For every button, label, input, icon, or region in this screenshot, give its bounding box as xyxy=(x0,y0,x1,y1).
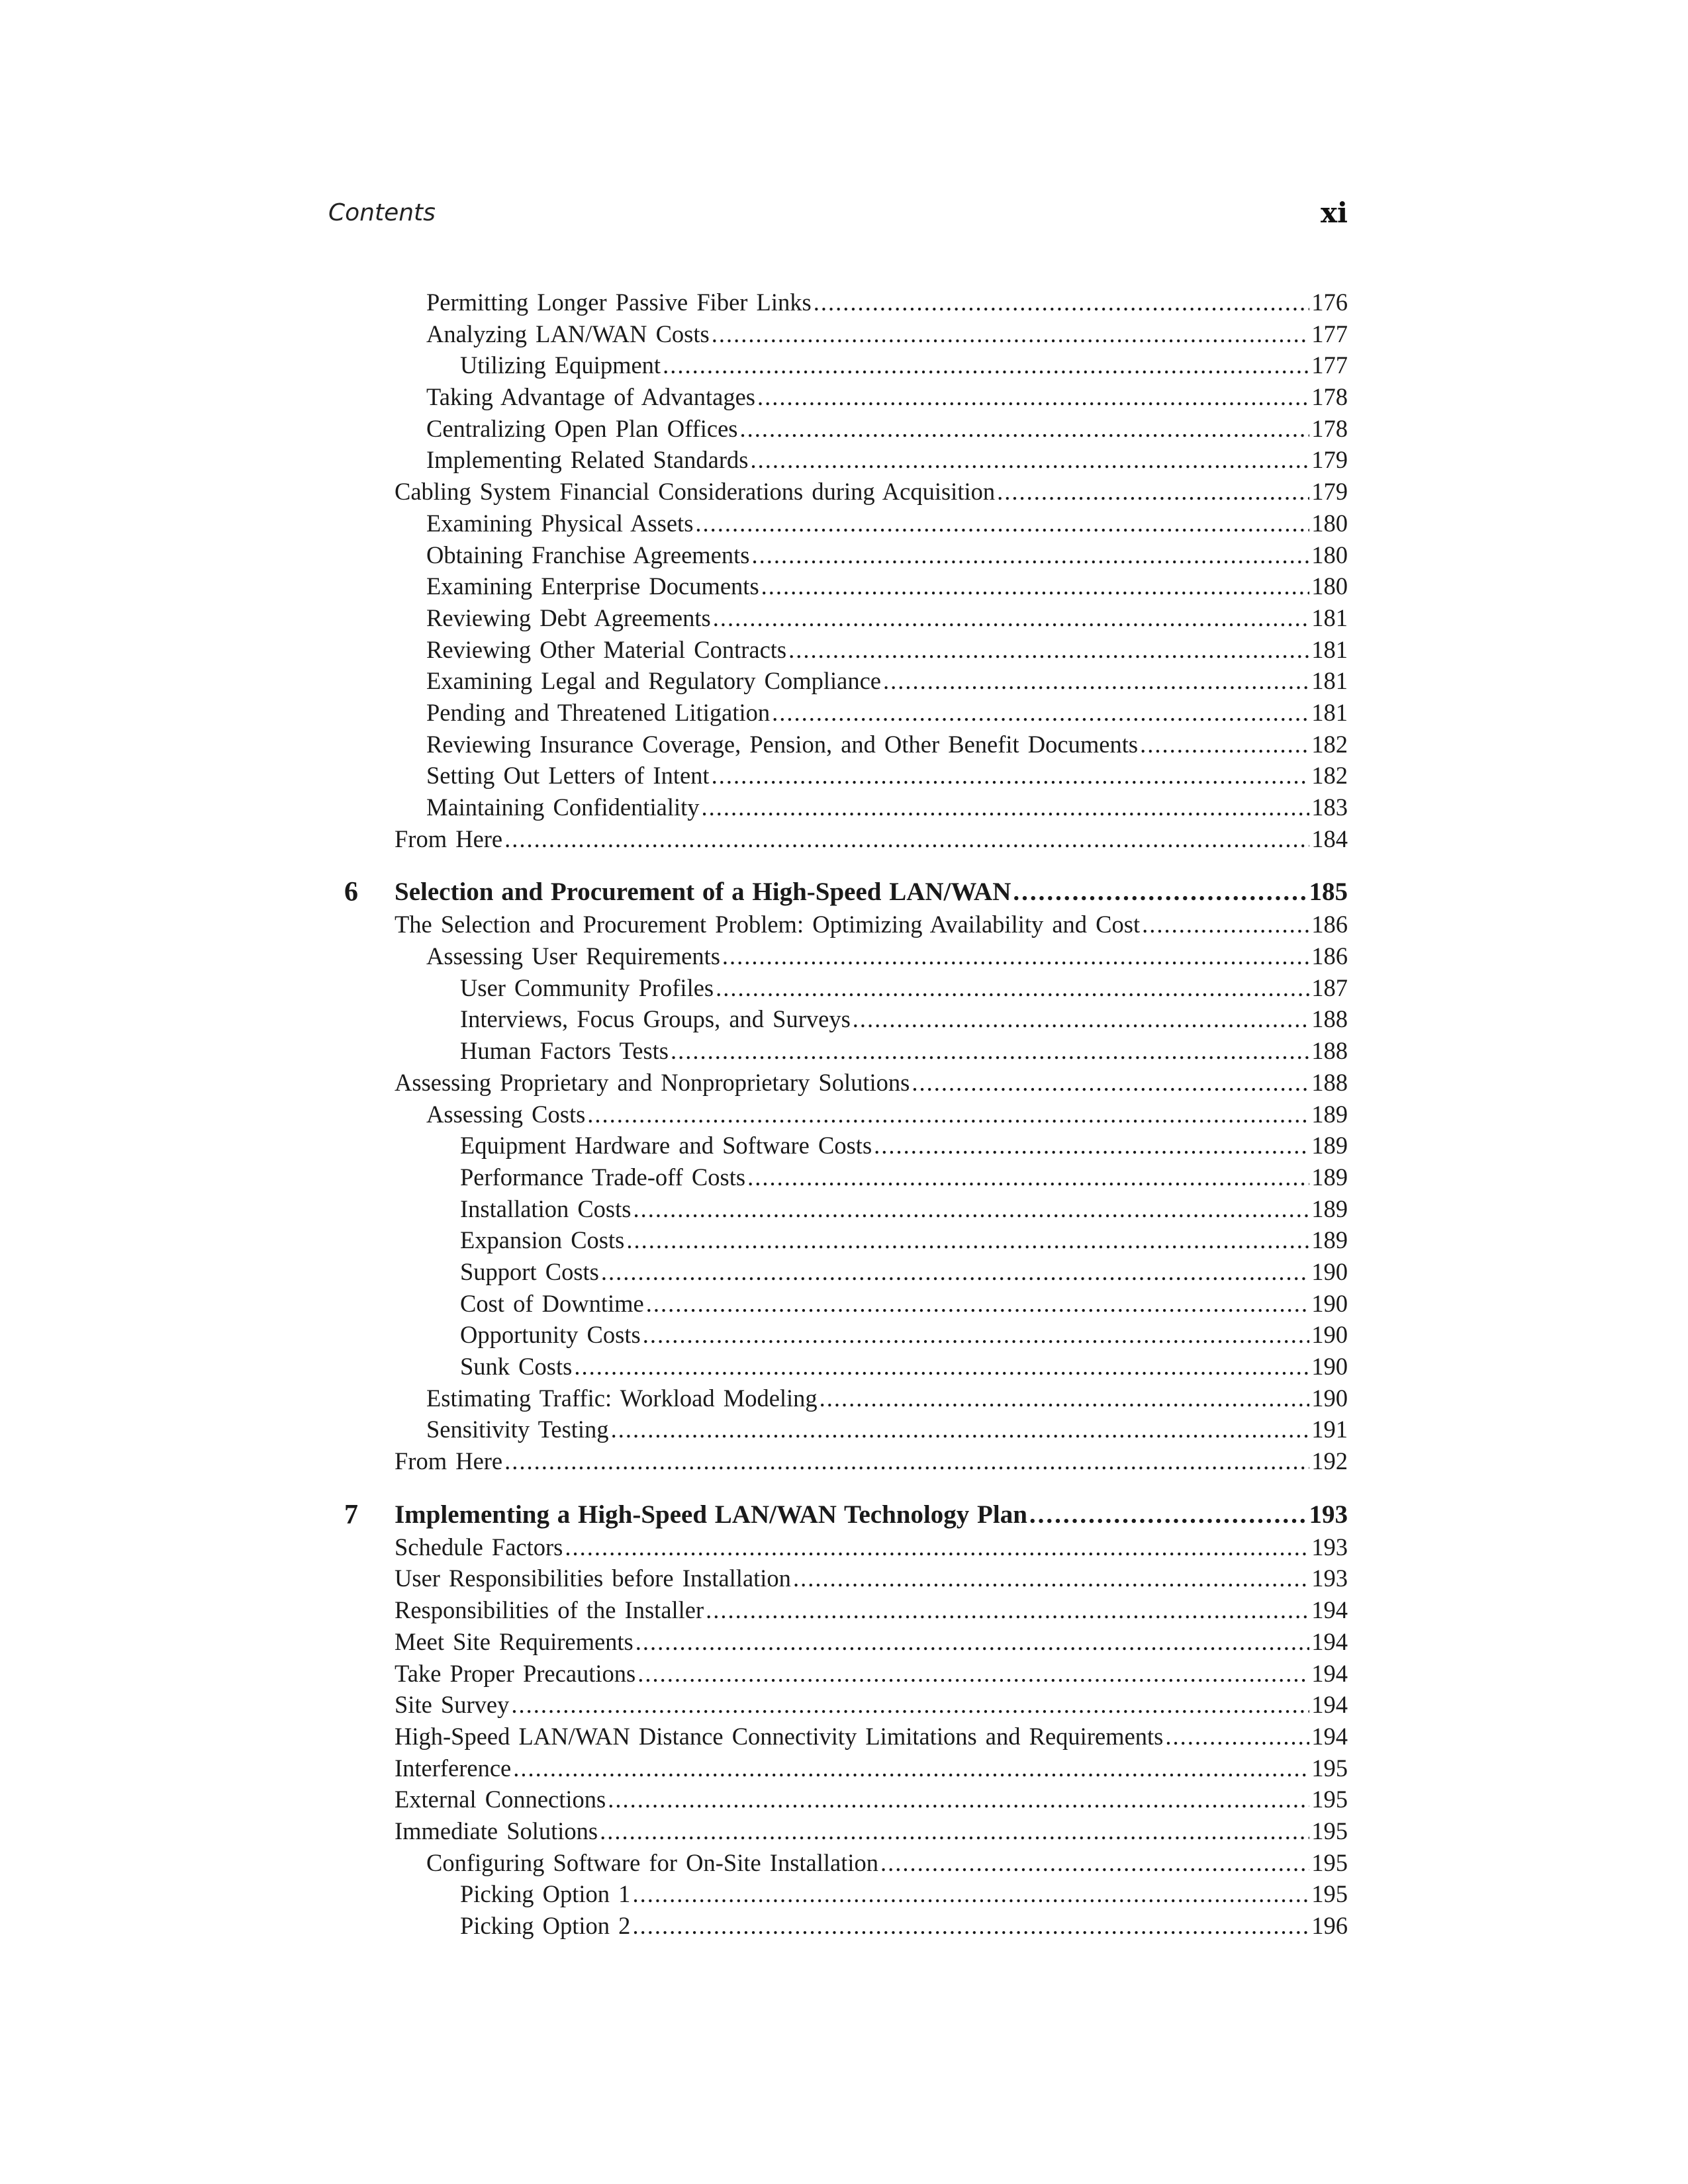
toc-entry xyxy=(395,1878,1348,1910)
toc-entry-page: 179 xyxy=(1311,478,1348,506)
toc-entry xyxy=(395,287,1348,318)
dot-leader xyxy=(722,940,1309,972)
toc-entry-page: 179 xyxy=(1311,446,1348,474)
toc-entry-page: 188 xyxy=(1311,1037,1348,1065)
toc-entry-page: 192 xyxy=(1311,1447,1348,1475)
toc-entry xyxy=(395,634,1348,666)
toc-entry-title: Installation Costs xyxy=(460,1195,632,1222)
toc-entry xyxy=(395,1351,1348,1383)
toc-entry-title: Centralizing Open Plan Offices xyxy=(426,414,738,442)
toc-entry-page: 187 xyxy=(1311,974,1348,1001)
toc-entry-page: 189 xyxy=(1311,1163,1348,1191)
toc-entry-title: The Selection and Procurement Problem: Optimizing Availability and Cost xyxy=(395,911,1141,938)
toc-entry xyxy=(395,1815,1348,1847)
toc-entry-page: 181 xyxy=(1311,667,1348,695)
toc-entry-title: Responsibilities of the Installer xyxy=(395,1596,704,1624)
dot-leader xyxy=(706,1594,1309,1626)
toc-entry-page: 189 xyxy=(1311,1132,1348,1160)
toc-entry-title: Expansion Costs xyxy=(460,1226,625,1254)
toc-entry-title: Implementing Related Standards xyxy=(426,446,749,474)
dot-leader xyxy=(1013,876,1307,909)
toc-entry-page: 177 xyxy=(1311,320,1348,347)
dot-leader xyxy=(997,476,1309,508)
toc-entry-title: Picking Option 1 xyxy=(460,1880,631,1908)
dot-leader xyxy=(1140,729,1309,760)
toc-entry xyxy=(395,1414,1348,1445)
page-number: xi xyxy=(1321,197,1348,229)
dot-leader xyxy=(883,665,1309,697)
toc-entry-title: Reviewing Debt Agreements xyxy=(426,604,711,631)
toc-entry-title: Cost of Downtime xyxy=(460,1289,644,1317)
toc-entry-page: 188 xyxy=(1311,1068,1348,1096)
toc-entry xyxy=(395,1847,1348,1879)
toc-entry-title: From Here xyxy=(395,1447,503,1475)
toc-entry-title: Assessing Proprietary and Nonproprietary Solutions xyxy=(395,1068,910,1096)
toc-entry xyxy=(395,1130,1348,1161)
dot-leader xyxy=(671,1035,1309,1067)
dot-leader xyxy=(695,508,1309,539)
toc-entry-page: 178 xyxy=(1311,414,1348,442)
dot-leader xyxy=(574,1351,1309,1383)
dot-leader xyxy=(633,1193,1309,1225)
toc-entry-page: 193 xyxy=(1311,1565,1348,1592)
toc-entry xyxy=(395,665,1348,697)
toc-entry xyxy=(395,1445,1348,1477)
toc-entry-page: 180 xyxy=(1311,541,1348,569)
toc-entry-title: Sunk Costs xyxy=(460,1353,573,1380)
dot-leader xyxy=(504,823,1309,855)
toc-entry-page: 195 xyxy=(1311,1848,1348,1876)
dot-leader xyxy=(761,570,1310,602)
dot-leader xyxy=(912,1067,1309,1099)
chapter-page-number: 185 xyxy=(1309,878,1348,907)
toc-entry-title: Maintaining Confidentiality xyxy=(426,794,700,821)
toc-entry-title: Reviewing Insurance Coverage, Pension, and Other Benefit Documents xyxy=(426,730,1139,758)
toc-entry-page: 184 xyxy=(1311,825,1348,852)
dot-leader xyxy=(814,287,1310,318)
toc-entry-page: 189 xyxy=(1311,1195,1348,1222)
toc-entry xyxy=(395,1256,1348,1288)
toc-entry xyxy=(395,602,1348,634)
toc-entry-page: 195 xyxy=(1311,1786,1348,1813)
toc-entry-page: 188 xyxy=(1311,1005,1348,1033)
dot-leader xyxy=(587,1099,1309,1130)
dot-leader xyxy=(750,444,1309,476)
toc-entry xyxy=(395,508,1348,539)
toc-entry-title: Take Proper Precautions xyxy=(395,1659,636,1687)
toc-entry xyxy=(395,940,1348,972)
dot-leader xyxy=(820,1383,1310,1414)
toc-entry-page: 189 xyxy=(1311,1100,1348,1128)
toc-entry-title: Picking Option 2 xyxy=(460,1912,631,1939)
toc-entry-title: Human Factors Tests xyxy=(460,1037,669,1065)
toc-entry-title: Schedule Factors xyxy=(395,1533,563,1561)
dot-leader xyxy=(757,381,1309,413)
toc-entry xyxy=(395,1689,1348,1721)
toc-entry-title: External Connections xyxy=(395,1786,606,1813)
toc-entry-title: Utilizing Equipment xyxy=(460,351,661,379)
toc-entry-title: User Responsibilities before Installation xyxy=(395,1565,791,1592)
dot-leader xyxy=(632,1878,1309,1910)
toc-entry xyxy=(395,413,1348,445)
dot-leader xyxy=(601,1256,1309,1288)
toc-entry-page: 195 xyxy=(1311,1817,1348,1844)
toc-entry-title: Setting Out Letters of Intent xyxy=(426,762,710,790)
chapter-number: 7 xyxy=(344,1499,358,1530)
toc-entry xyxy=(395,1563,1348,1594)
toc-entry-page: 190 xyxy=(1311,1257,1348,1285)
dot-leader xyxy=(1142,909,1309,940)
chapter-page-number: 193 xyxy=(1309,1500,1348,1529)
toc-entry xyxy=(395,1288,1348,1320)
toc-entry-page: 180 xyxy=(1311,509,1348,537)
toc-entry-page: 194 xyxy=(1311,1722,1348,1750)
toc-entry xyxy=(395,1067,1348,1099)
dot-leader xyxy=(712,760,1310,792)
toc-entry-page: 186 xyxy=(1311,911,1348,938)
toc-entry-title: High-Speed LAN/WAN Distance Connectivity Limitations and Requirements xyxy=(395,1722,1164,1750)
toc-entry-title: Examining Legal and Regulatory Compliance xyxy=(426,667,882,695)
toc-entry-page: 195 xyxy=(1311,1754,1348,1782)
toc-entry xyxy=(395,823,1348,855)
toc-entry-page: 186 xyxy=(1311,942,1348,970)
toc-entry-page: 195 xyxy=(1311,1880,1348,1908)
toc-entry-title: Meet Site Requirements xyxy=(395,1627,633,1655)
dot-leader xyxy=(712,318,1310,350)
toc-entry-title: Taking Advantage of Advantages xyxy=(426,383,755,411)
toc-entry xyxy=(395,1658,1348,1690)
toc-entry xyxy=(395,697,1348,729)
dot-leader xyxy=(663,349,1309,381)
dot-leader xyxy=(635,1626,1309,1658)
toc-entry-page: 181 xyxy=(1311,698,1348,726)
toc-entry xyxy=(395,972,1348,1004)
toc-entry-title: Assessing User Requirements xyxy=(426,942,720,970)
toc-entry xyxy=(395,1161,1348,1193)
toc-entry-page: 193 xyxy=(1311,1533,1348,1561)
toc-entry xyxy=(395,444,1348,476)
toc-entry xyxy=(395,1193,1348,1225)
dot-leader xyxy=(788,634,1309,666)
toc-entry-page: 180 xyxy=(1311,572,1348,600)
toc-entry xyxy=(395,1594,1348,1626)
dot-leader xyxy=(626,1224,1309,1256)
toc-entry-title: Sensitivity Testing xyxy=(426,1416,609,1443)
toc-entry-title: Obtaining Franchise Agreements xyxy=(426,541,750,569)
toc-entry-title: Opportunity Costs xyxy=(460,1321,641,1349)
toc-entry xyxy=(395,792,1348,823)
toc-entry xyxy=(395,318,1348,350)
running-head xyxy=(328,193,1348,233)
dot-leader xyxy=(793,1563,1309,1594)
toc-entry-title: Cabling System Financial Considerations during Acquisition xyxy=(395,478,996,506)
dot-leader xyxy=(772,697,1309,729)
dot-leader xyxy=(702,792,1310,823)
toc-entry-page: 194 xyxy=(1311,1627,1348,1655)
toc-entry xyxy=(395,539,1348,571)
dot-leader xyxy=(713,602,1310,634)
toc-entry-title: Examining Physical Assets xyxy=(426,509,694,537)
toc-entry xyxy=(395,349,1348,381)
toc-entry-page: 183 xyxy=(1311,794,1348,821)
toc-entry-title: Support Costs xyxy=(460,1257,599,1285)
toc-entry xyxy=(395,1224,1348,1256)
toc-entry-page: 190 xyxy=(1311,1321,1348,1349)
dot-leader xyxy=(716,972,1309,1004)
dot-leader xyxy=(511,1689,1309,1721)
dot-leader xyxy=(853,1003,1309,1035)
toc-entry xyxy=(395,1319,1348,1351)
toc-entry-page: 190 xyxy=(1311,1289,1348,1317)
toc-entry-page: 191 xyxy=(1311,1416,1348,1443)
toc-entry xyxy=(395,570,1348,602)
toc-entry-page: 176 xyxy=(1311,289,1348,316)
toc-entry xyxy=(395,1099,1348,1130)
dot-leader xyxy=(600,1815,1309,1847)
toc-entry-title: Estimating Traffic: Workload Modeling xyxy=(426,1384,818,1412)
toc-entry-title: Immediate Solutions xyxy=(395,1817,598,1844)
toc-entry xyxy=(395,1752,1348,1784)
dot-leader xyxy=(1165,1721,1309,1752)
toc-entry-page: 181 xyxy=(1311,604,1348,631)
toc-entry-title: From Here xyxy=(395,825,503,852)
dot-leader xyxy=(632,1910,1309,1942)
chapter-title: Selection and Procurement of a High-Speed LAN/WAN xyxy=(395,878,1011,907)
dot-leader xyxy=(565,1531,1309,1563)
toc-entry-title: User Community Profiles xyxy=(460,974,714,1001)
toc-chapter-heading xyxy=(344,876,1348,909)
dot-leader xyxy=(751,539,1309,571)
toc-entry-page: 194 xyxy=(1311,1659,1348,1687)
dot-leader xyxy=(611,1414,1310,1445)
dot-leader xyxy=(747,1161,1309,1193)
dot-leader xyxy=(643,1319,1310,1351)
toc-entry-title: Configuring Software for On-Site Installation xyxy=(426,1848,879,1876)
toc-entry-page: 190 xyxy=(1311,1353,1348,1380)
toc-entry xyxy=(395,1910,1348,1942)
dot-leader xyxy=(513,1752,1309,1784)
dot-leader xyxy=(608,1784,1309,1815)
chapter-title: Implementing a High-Speed LAN/WAN Technology Plan xyxy=(395,1500,1027,1529)
dot-leader xyxy=(504,1445,1309,1477)
toc-entry-page: 178 xyxy=(1311,383,1348,411)
running-head-section: Contents xyxy=(328,199,436,226)
toc-entry-title: Interference xyxy=(395,1754,512,1782)
toc-entry xyxy=(395,1721,1348,1752)
toc-entry xyxy=(395,909,1348,940)
toc-entry xyxy=(395,1531,1348,1563)
toc-entry-title: Equipment Hardware and Software Costs xyxy=(460,1132,872,1160)
toc-entry-title: Performance Trade-off Costs xyxy=(460,1163,746,1191)
toc-entry xyxy=(395,760,1348,792)
toc-entry xyxy=(395,381,1348,413)
dot-leader xyxy=(874,1130,1309,1161)
toc-entry-page: 189 xyxy=(1311,1226,1348,1254)
toc-entry-page: 190 xyxy=(1311,1384,1348,1412)
toc-entry xyxy=(395,1003,1348,1035)
toc-entry-page: 194 xyxy=(1311,1596,1348,1624)
toc-entry-page: 182 xyxy=(1311,762,1348,790)
toc-entry-title: Examining Enterprise Documents xyxy=(426,572,759,600)
toc-entry-title: Assessing Costs xyxy=(426,1100,586,1128)
chapter-number: 6 xyxy=(344,877,358,908)
toc-entry-page: 182 xyxy=(1311,730,1348,758)
toc-entry-page: 177 xyxy=(1311,351,1348,379)
toc-entry-title: Pending and Threatened Litigation xyxy=(426,698,771,726)
dot-leader xyxy=(637,1658,1309,1690)
table-of-contents xyxy=(344,287,1348,1942)
toc-entry xyxy=(395,1784,1348,1815)
toc-entry xyxy=(395,1035,1348,1067)
dot-leader xyxy=(740,413,1310,445)
toc-entry-title: Site Survey xyxy=(395,1691,510,1719)
toc-entry-page: 181 xyxy=(1311,635,1348,663)
toc-entry-page: 196 xyxy=(1311,1912,1348,1939)
toc-entry xyxy=(395,1383,1348,1414)
dot-leader xyxy=(880,1847,1309,1879)
toc-entry-title: Analyzing LAN/WAN Costs xyxy=(426,320,710,347)
toc-entry-title: Permitting Longer Passive Fiber Links xyxy=(426,289,812,316)
toc-chapter-heading xyxy=(344,1498,1348,1531)
toc-entry-title: Interviews, Focus Groups, and Surveys xyxy=(460,1005,851,1033)
toc-entry xyxy=(395,476,1348,508)
toc-entry-title: Reviewing Other Material Contracts xyxy=(426,635,787,663)
toc-entry xyxy=(395,729,1348,760)
dot-leader xyxy=(1029,1498,1307,1531)
toc-entry-page: 194 xyxy=(1311,1691,1348,1719)
toc-entry xyxy=(395,1626,1348,1658)
dot-leader xyxy=(646,1288,1310,1320)
